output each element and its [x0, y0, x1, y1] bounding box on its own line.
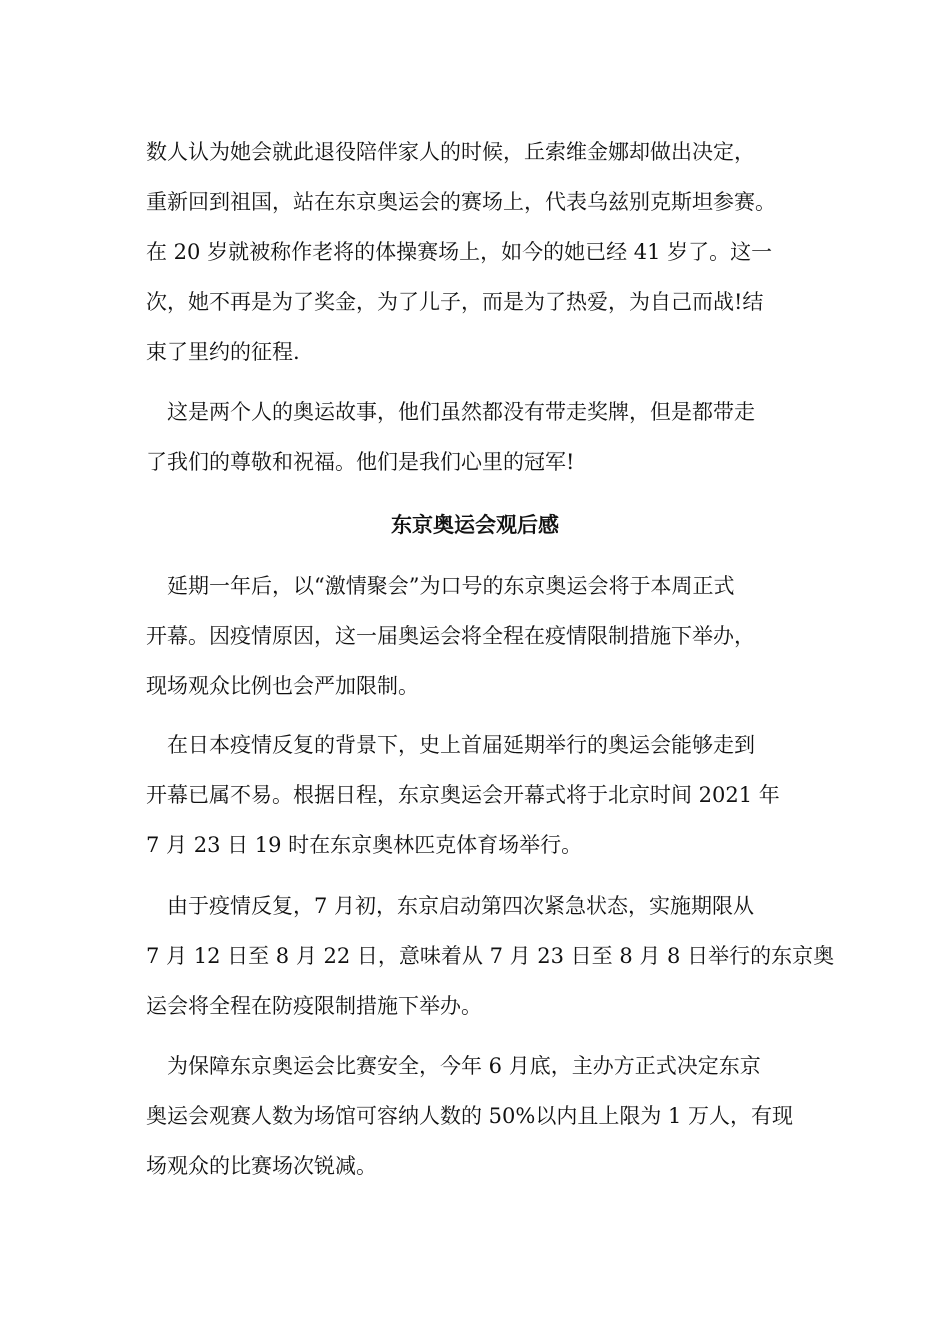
- text-line: 运会将全程在防疫限制措施下举办。: [146, 994, 482, 1018]
- paragraph-spectators: [146, 1041, 806, 1191]
- paragraph-postponed: [146, 561, 806, 711]
- text-line: 场观众的比赛场次锐减。: [146, 1154, 377, 1178]
- text-line: 数人认为她会就此退役陪伴家人的时候，丘索维金娜却做出决定，: [146, 140, 755, 164]
- text-line: 为保障东京奥运会比赛安全，今年 6 月底，主办方正式决定东京: [146, 1054, 761, 1078]
- text-line: 这是两个人的奥运故事，他们虽然都没有带走奖牌，但是都带走: [146, 400, 755, 424]
- text-line: 了我们的尊敬和祝福。他们是我们心里的冠军!: [146, 450, 575, 474]
- text-line: 7 月 23 日 19 时在东京奥林匹克体育场举行。: [146, 833, 583, 857]
- section-title: 东京奥运会观后感: [391, 512, 559, 537]
- text-line: 奥运会观赛人数为场馆可容纳人数的 50%以内且上限为 1 万人，有现: [146, 1104, 794, 1128]
- text-line: 延期一年后，以“激情聚会”为口号的东京奥运会将于本周正式: [146, 574, 735, 598]
- paragraph-emergency: [146, 881, 835, 1031]
- paragraph-two-stories: [146, 387, 806, 487]
- paragraph-opening: [146, 720, 806, 870]
- text-line: 由于疫情反复，7 月初，东京启动第四次紧急状态，实施期限从: [146, 894, 755, 918]
- text-line: 开幕。因疫情原因，这一届奥运会将全程在疫情限制措施下举办，: [146, 624, 755, 648]
- text-line: 7 月 12 日至 8 月 22 日，意味着从 7 月 23 日至 8 月 8 日举行的东京奥: [146, 944, 835, 968]
- text-line: 束了里约的征程.: [146, 340, 300, 364]
- text-line: 在日本疫情反复的背景下，史上首届延期举行的奥运会能够走到: [146, 733, 755, 757]
- text-line: 现场观众比例也会严加限制。: [146, 674, 419, 698]
- text-line: 次，她不再是为了奖金，为了儿子，而是为了热爱，为自己而战!结: [146, 290, 764, 314]
- text-line: 在 20 岁就被称作老将的体操赛场上，如今的她已经 41 岁了。这一: [146, 240, 773, 264]
- text-line: 重新回到祖国，站在东京奥运会的赛场上，代表乌兹别克斯坦参赛。: [146, 190, 776, 214]
- text-line: 开幕已属不易。根据日程，东京奥运会开幕式将于北京时间 2021 年: [146, 783, 780, 807]
- paragraph-chusovitina: [146, 127, 806, 377]
